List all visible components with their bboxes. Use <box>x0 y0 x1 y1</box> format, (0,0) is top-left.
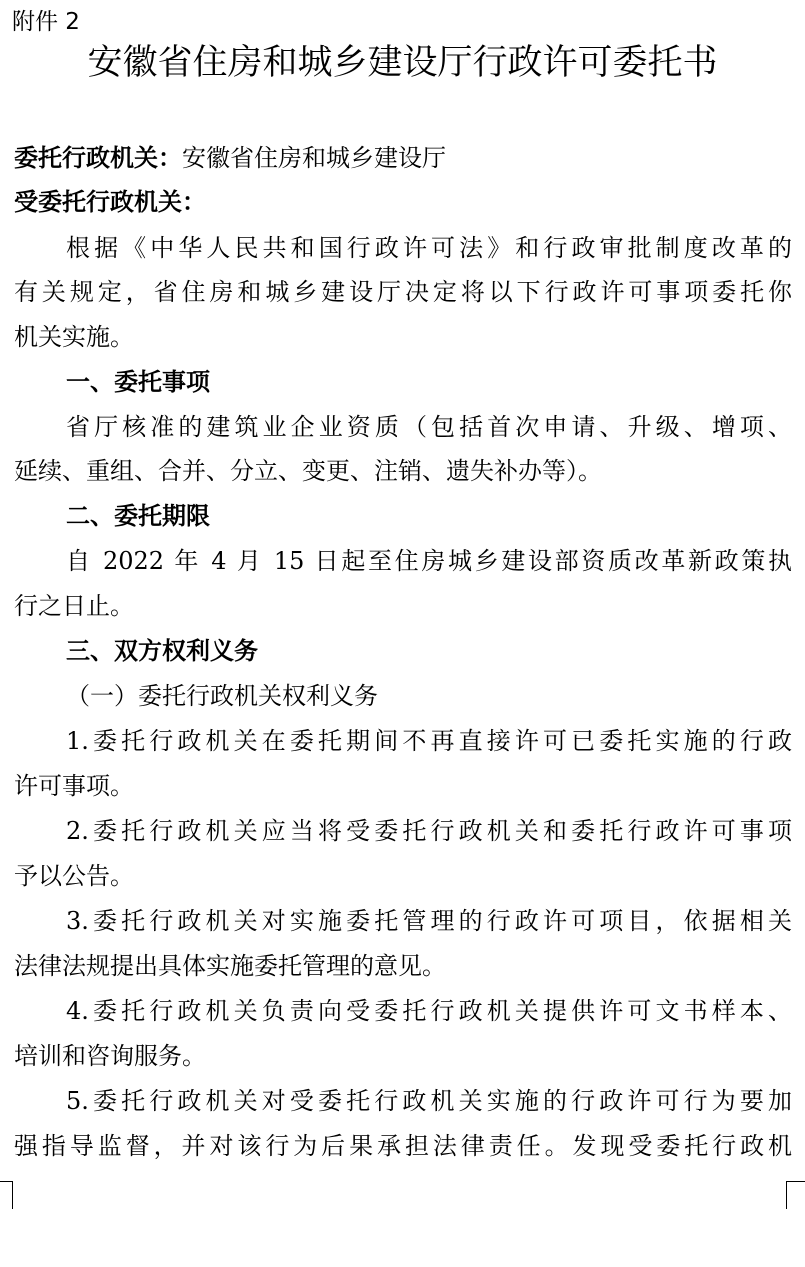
document-title: 安徽省住房和城乡建设厅行政许可委托书 <box>87 43 718 83</box>
section1-heading: 一、委托事项 <box>66 368 210 396</box>
item4-line-1: 4.委托行政机关负责向受委托行政机关提供许可文书样本、 <box>66 997 792 1025</box>
attachment-label: 附件 2 <box>12 9 80 35</box>
item5-line-2: 强指导监督，并对该行为后果承担法律责任。发现受委托行政机 <box>14 1132 792 1160</box>
item4-line-2: 培训和咨询服务。 <box>14 1042 206 1070</box>
section3-subheading: （一）委托行政机关权利义务 <box>66 682 378 710</box>
crop-mark-right-horizontal <box>786 1181 805 1182</box>
intro-line-2: 有关规定，省住房和城乡建设厅决定将以下行政许可事项委托你 <box>14 278 792 306</box>
delegator-line <box>14 138 446 178</box>
section1-line-2: 延续、重组、合并、分立、变更、注销、遗失补办等）。 <box>14 457 602 485</box>
item3-line-2: 法律法规提出具体实施委托管理的意见。 <box>14 952 446 980</box>
section3-heading: 三、双方权利义务 <box>66 637 258 665</box>
item2-line-1: 2.委托行政机关应当将受委托行政机关和委托行政许可事项 <box>66 817 792 845</box>
section2-line-2: 行之日止。 <box>14 592 134 620</box>
delegator-label: 委托行政机关： <box>14 144 182 172</box>
crop-mark-right <box>786 1181 787 1209</box>
intro-line-3: 机关实施。 <box>14 323 134 351</box>
section2-heading: 二、委托期限 <box>66 502 210 530</box>
section1-line-1: 省厅核准的建筑业企业资质（包括首次申请、升级、增项、 <box>66 413 792 441</box>
item3-line-1: 3.委托行政机关对实施委托管理的行政许可项目，依据相关 <box>66 907 792 935</box>
item1-line-2: 许可事项。 <box>14 772 134 800</box>
item1-line-1: 1.委托行政机关在委托期间不再直接许可已委托实施的行政 <box>66 727 792 755</box>
section2-line-1: 自 2022 年 4 月 15 日起至住房城乡建设部资质改革新政策执 <box>66 547 792 575</box>
item5-line-1: 5.委托行政机关对受委托行政机关实施的行政许可行为要加 <box>66 1087 792 1115</box>
crop-mark-left-horizontal <box>0 1181 13 1182</box>
intro-line-1: 根据《中华人民共和国行政许可法》和行政审批制度改革的 <box>66 234 792 262</box>
crop-mark-left <box>12 1181 13 1209</box>
delegator-value: 安徽省住房和城乡建设厅 <box>182 144 446 172</box>
item2-line-2: 予以公告。 <box>14 862 134 890</box>
delegatee-label: 受委托行政机关： <box>14 188 206 216</box>
